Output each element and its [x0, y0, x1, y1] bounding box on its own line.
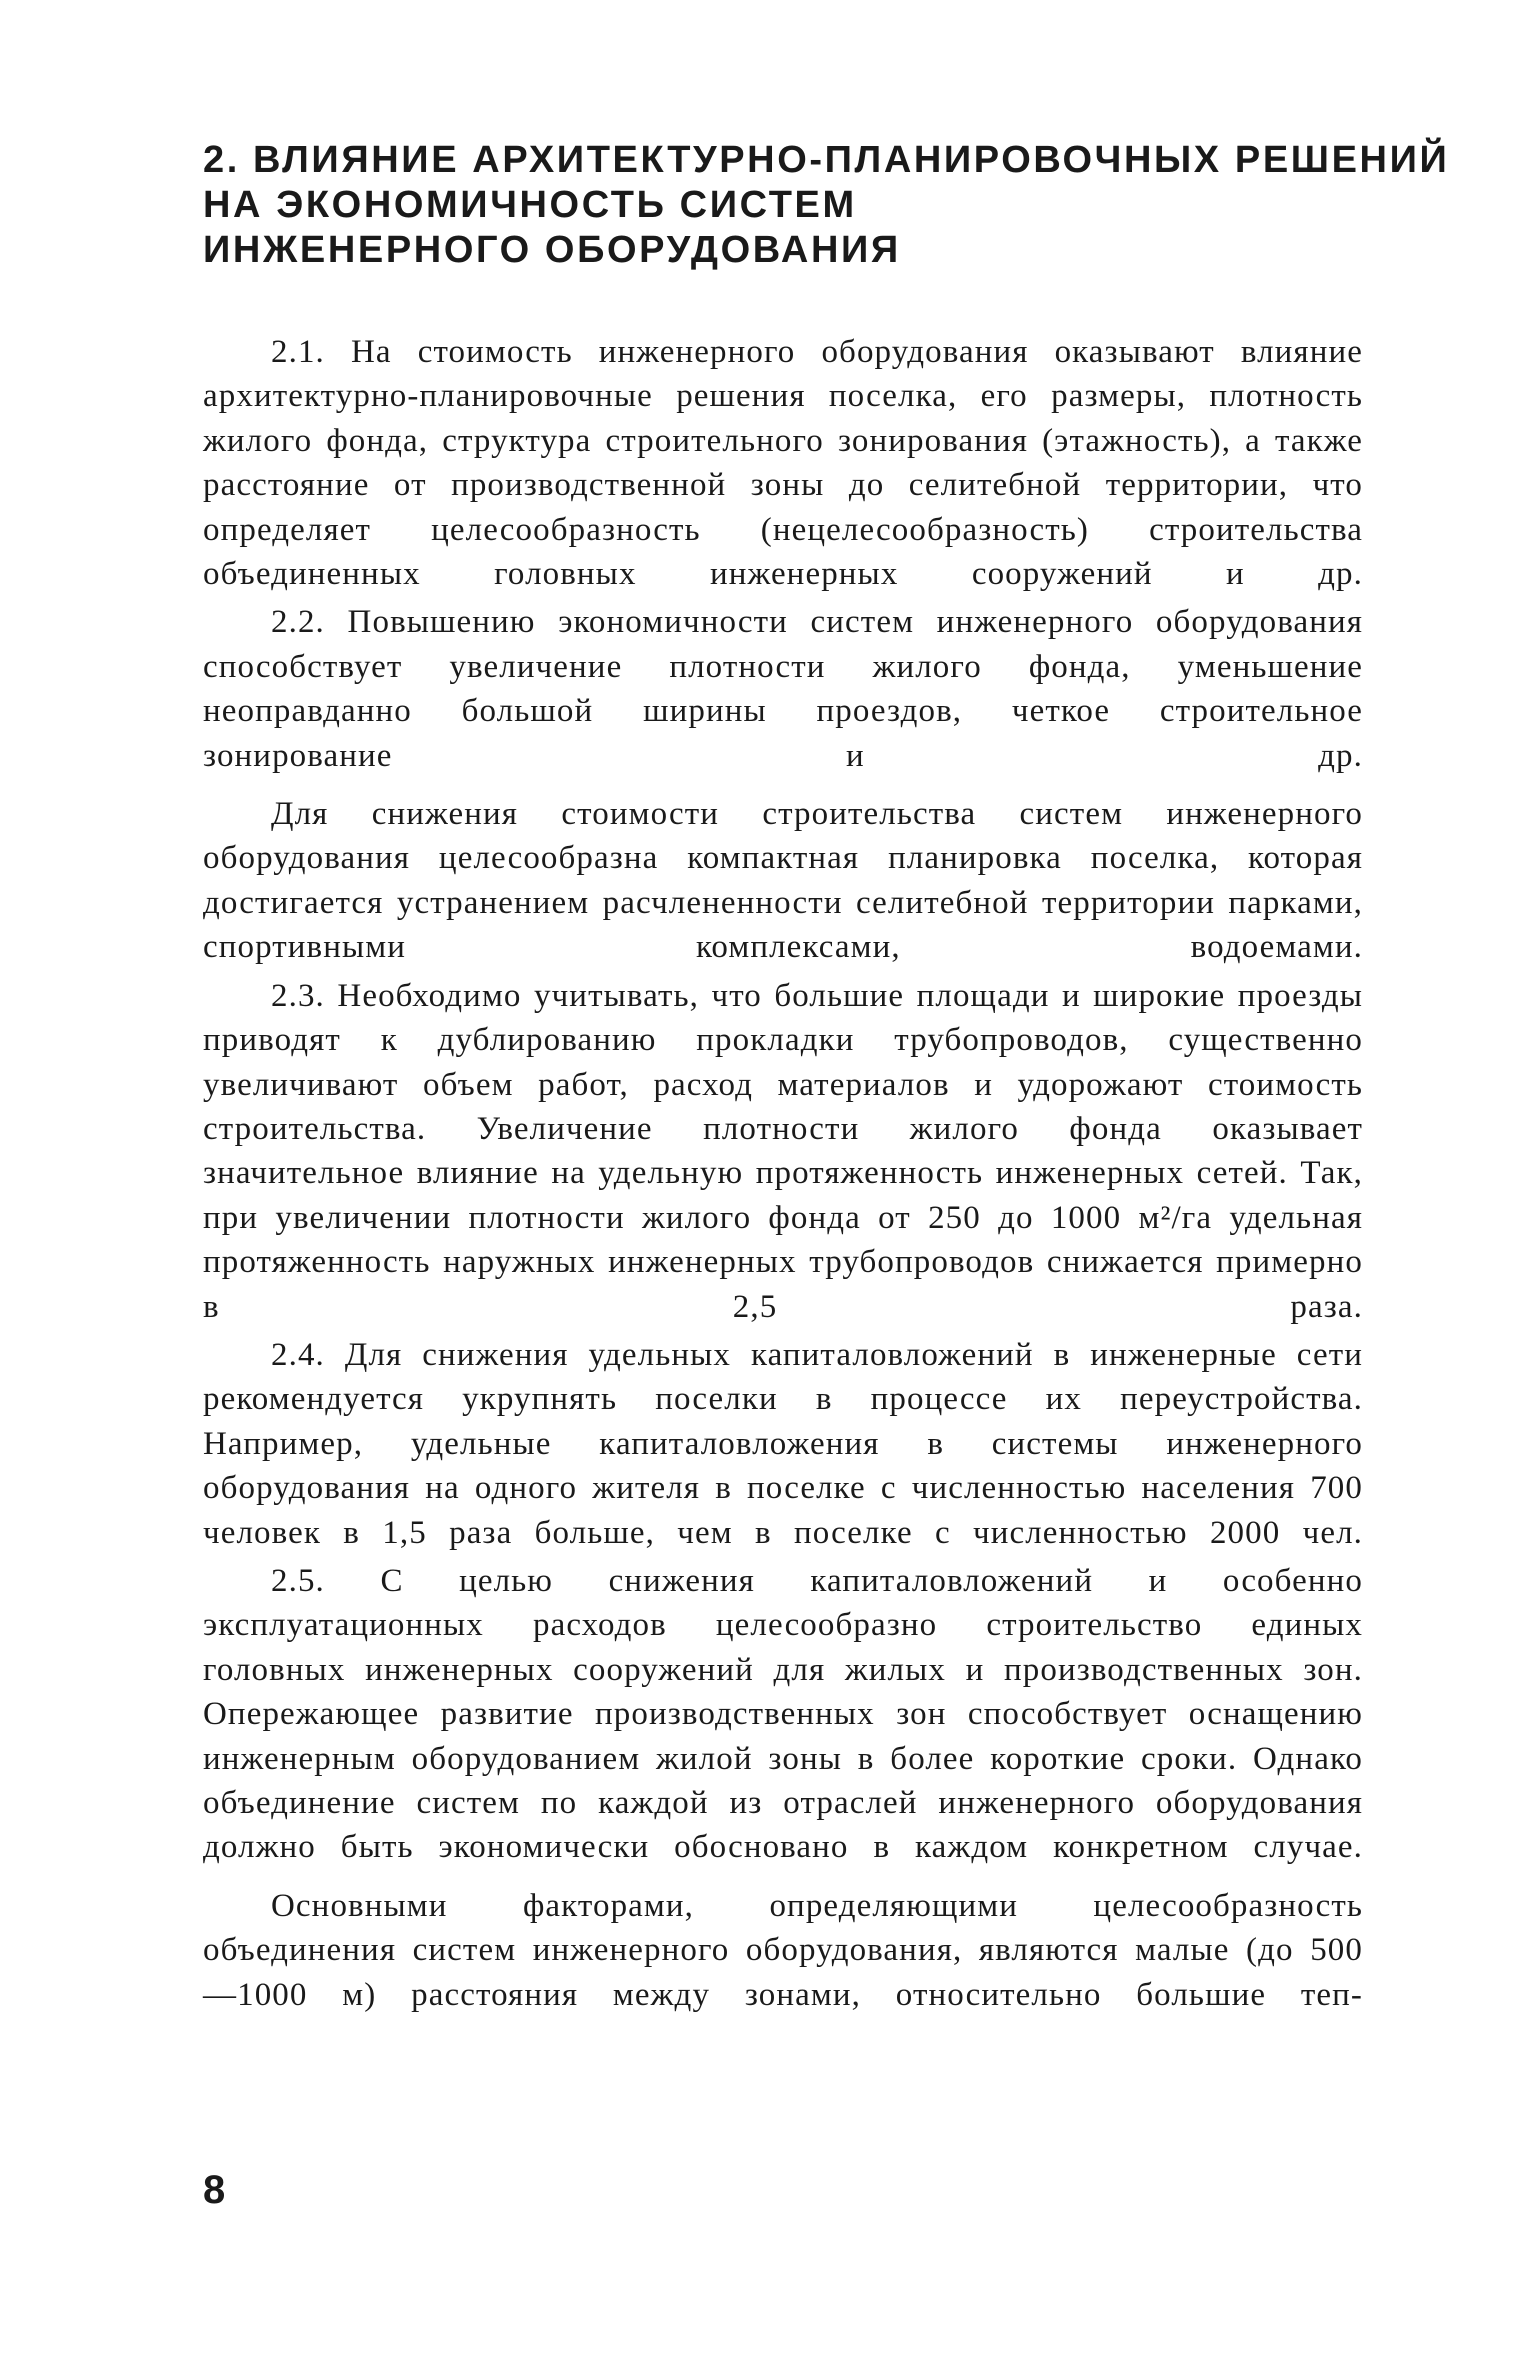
paragraph-number: 2.3. [271, 977, 325, 1014]
heading-line: НА ЭКОНОМИЧНОСТЬ СИСТЕМ [203, 184, 857, 226]
paragraph-unnumbered [203, 792, 1363, 970]
body-text [203, 330, 1363, 2017]
paragraph-number: 2.4. [271, 1336, 325, 1373]
paragraph-2-3 [203, 974, 1363, 1329]
paragraph-number: 2.2. [271, 604, 325, 641]
paragraph-number: 2.5. [271, 1562, 325, 1599]
paragraph-2-5 [203, 1559, 1363, 1870]
paragraph-unnumbered [203, 1884, 1363, 2017]
paragraph-text: На стоимость инженерного оборудования оказывают влияние архитектурно-планировочные решения поселка, его размеры, плотность жилого фонда, структура строительного зонирования (этажность), а также расстояние от производственной зоны до селитебной территории, что определяет целесообразность (нецелесообразность) строительства объединенных головных инженерных сооружений и др. [203, 334, 1363, 593]
heading-line: ИНЖЕНЕРНОГО ОБОРУДОВАНИЯ [203, 229, 901, 271]
paragraph-text: С целью снижения капиталовложений и особенно эксплуатационных расходов целесообразно строительство единых головных инженерных сооружений для жилых и производственных зон. Опережающее развитие производственных зон способствует оснащению инженерным оборудованием жилой зоны в более короткие сроки. Однако объединение систем по каждой из отраслей инженерного оборудования должно быть экономически обосновано в каждом конкретном случае. [203, 1562, 1363, 1866]
paragraph-2-4 [203, 1333, 1363, 1555]
paragraph-text: Необходимо учитывать, что большие площади и широкие проезды приводят к дублированию прокладки трубопроводов, существенно увеличивают объем работ, расход материалов и удорожают стоимость строительства. Увеличение плотности жилого фонда оказывает значительное влияние на удельную протяженность инженерных сетей. Так, при увеличении плотности жилого фонда от 250 до 1000 м²/га удельная протяженность наружных инженерных трубопроводов снижается примерно в 2,5 раза. [203, 977, 1363, 1325]
heading-line: 2. ВЛИЯНИЕ АРХИТЕКТУРНО-ПЛАНИРОВОЧНЫХ РЕШЕНИЙ [203, 139, 1450, 181]
paragraph-number: 2.1. [271, 334, 325, 370]
paragraph-text: Основными факторами, определяющими целесообразность объединения систем инженерного оборудования, являются малые (до 500—1000 м) расстояния между зонами, относительно большие теп- [203, 1887, 1363, 2013]
paragraph-text: Для снижения стоимости строительства систем инженерного оборудования целесообразна компактная планировка поселка, которая достигается устранением расчлененности селитебной территории парками, спортивными комплексами, водоемами. [203, 796, 1363, 966]
paragraph-2-1 [203, 330, 1363, 596]
paragraph-text: Повышению экономичности систем инженерного оборудования способствует увеличение плотности жилого фонда, уменьшение неоправданно большой ширины проездов, четкое строительное зонирование и др. [203, 604, 1363, 774]
paragraph-2-2 [203, 600, 1363, 778]
paragraph-text: Для снижения удельных капиталовложений в инженерные сети рекомендуется укрупнять поселки в процессе их переустройства. Например, удельные капиталовложения в системы инженерного оборудования на одного жителя в поселке с численностью населения 700 человек в 1,5 раза больше, чем в поселке с численностью 2000 чел. [203, 1336, 1363, 1551]
page-number: 8 [203, 2168, 226, 2212]
section-heading [203, 138, 1450, 273]
